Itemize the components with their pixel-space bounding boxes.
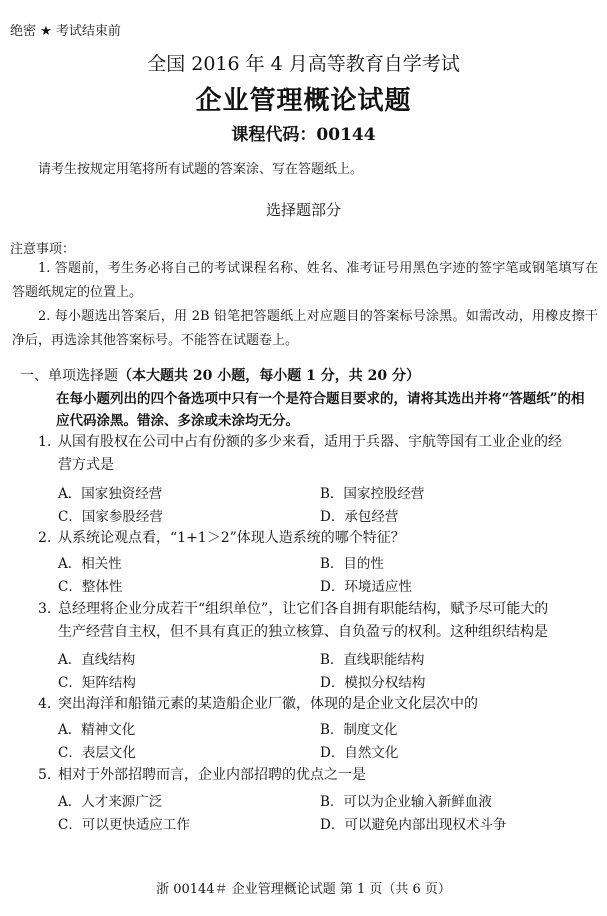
option-c: C．可以更快适应工作 — [58, 817, 190, 833]
option-b: B．目的性 — [320, 556, 384, 572]
option-d: D．模拟分权结构 — [320, 675, 426, 691]
question-3 — [38, 598, 598, 644]
confidential-label: 绝密 ★ 考试结束前 — [10, 24, 121, 39]
option-a: A．人才来源广泛 — [58, 794, 163, 810]
option-b: B．可以为企业输入新鲜血液 — [320, 794, 492, 810]
notice-title: 注意事项： — [10, 242, 76, 257]
exam-title: 全国 2016 年 4 月高等教育自学考试 — [147, 53, 460, 75]
option-d: D．环境适应性 — [320, 579, 412, 595]
question-text: 突出海洋和船锚元素的某造船企业厂徽，体现的是企业文化层次中的 — [58, 696, 478, 712]
notice-item-1: 1. 答题前，考生务必将自己的考试课程名称、姓名、准考证号用黑色字迹的签字笔或钢笔填写在答题纸规定的位置上。 — [12, 261, 598, 300]
question-text-cont: 营方式是 — [58, 457, 114, 473]
question-number: 4. — [38, 696, 52, 712]
option-a: A．国家独资经营 — [58, 486, 163, 502]
paper-title: 企业管理概论试题 — [195, 86, 412, 116]
part-info: （本大题共 20 小题，每小题 1 分，共 20 分） — [118, 368, 420, 384]
option-b: B．制度文化 — [320, 722, 398, 738]
question-number: 5. — [38, 767, 52, 783]
option-d: D．可以避免内部出现权术斗争 — [320, 817, 507, 833]
question-number: 3. — [38, 601, 52, 617]
option-b: B．国家控股经营 — [320, 486, 425, 502]
section-title: 选择题部分 — [265, 201, 341, 219]
question-text: 从系统论观点看，“1+1＞2”体现人造系统的哪个特征？ — [58, 530, 405, 546]
option-a: A．精神文化 — [58, 722, 136, 738]
option-c: C．整体性 — [58, 579, 123, 595]
question-1 — [38, 431, 598, 477]
part-heading — [20, 365, 420, 385]
option-c: C．国家参股经营 — [58, 509, 163, 525]
question-2 — [38, 527, 598, 550]
instruction-text: 请考生按规定用笔将所有试题的答案涂、写在答题纸上。 — [38, 162, 364, 177]
question-text-cont: 生产经营自主权，但不具有真正的独立核算、自负盈亏的权利。这种组织结构是 — [58, 624, 548, 640]
option-a: A．相关性 — [58, 556, 122, 572]
option-c: C．表层文化 — [58, 745, 136, 761]
part-label: 一、单项选择题 — [20, 368, 118, 384]
notice-item-2: 2. 每小题选出答案后，用 2B 铅笔把答题纸上对应题目的答案标号涂黑。如需改动，用橡皮擦干净后，再选涂其他答案标号。不能答在试题卷上。 — [12, 309, 598, 348]
option-d: D．自然文化 — [320, 745, 399, 761]
course-code: 课程代码：00144 — [231, 125, 376, 145]
question-text: 相对于外部招聘而言，企业内部招聘的优点之一是 — [58, 767, 366, 783]
page-footer: 浙 00144＃ 企业管理概论试题 第 1 页（共 6 页） — [156, 882, 451, 897]
question-4 — [38, 693, 598, 716]
question-number: 1. — [38, 434, 52, 450]
part-description: 在每小题列出的四个备选项中只有一个是符合题目要求的，请将其选出并将“答题纸”的相应代码涂黑。错涂、多涂或未涂均无分。 — [56, 391, 585, 429]
option-a: A．直线结构 — [58, 652, 136, 668]
question-text: 从国有股权在公司中占有份额的多少来看，适用于兵器、宇航等国有工业企业的经 — [58, 434, 562, 450]
option-d: D．承包经营 — [320, 509, 399, 525]
question-number: 2. — [38, 530, 52, 546]
option-c: C．矩阵结构 — [58, 675, 136, 691]
question-text: 总经理将企业分成若干“组织单位”，让它们各自拥有职能结构，赋予尽可能大的 — [58, 601, 549, 617]
option-b: B．直线职能结构 — [320, 652, 425, 668]
question-5 — [38, 764, 598, 787]
